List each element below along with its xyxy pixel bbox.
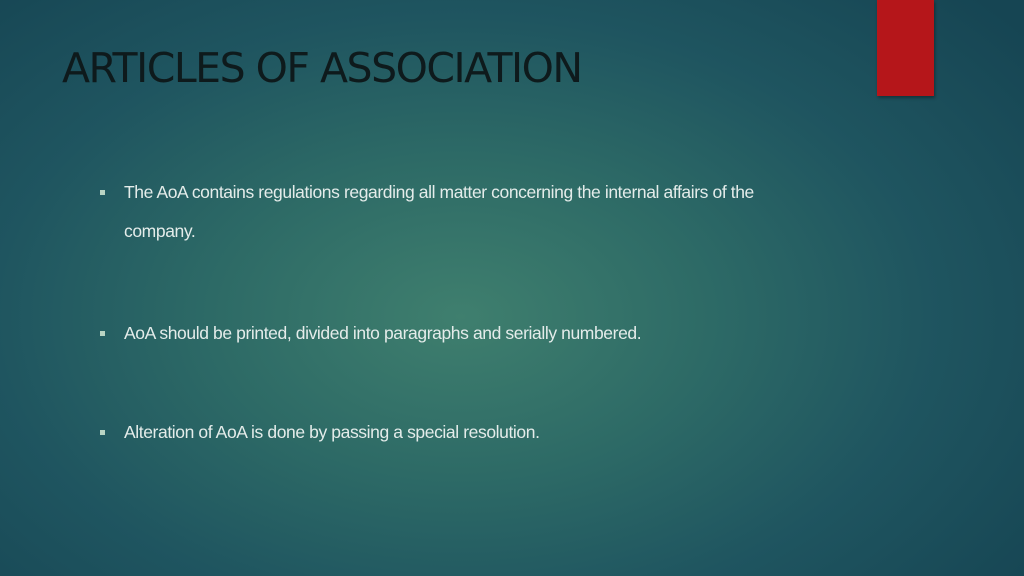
bullet-text: AoA should be printed, divided into paragraphs and serially numbered. [124, 323, 642, 343]
bullet-text: Alteration of AoA is done by passing a special resolution. [124, 422, 540, 442]
square-bullet-icon [100, 331, 105, 336]
square-bullet-icon [100, 430, 105, 435]
slide-title: ARTICLES OF ASSOCIATION [62, 44, 582, 92]
bullet-item [100, 413, 790, 452]
bullet-item [100, 173, 790, 251]
bullet-item [100, 314, 790, 353]
square-bullet-icon [100, 190, 105, 195]
bullet-text: The AoA contains regulations regarding all matter concerning the internal affairs of the company. [124, 182, 754, 241]
